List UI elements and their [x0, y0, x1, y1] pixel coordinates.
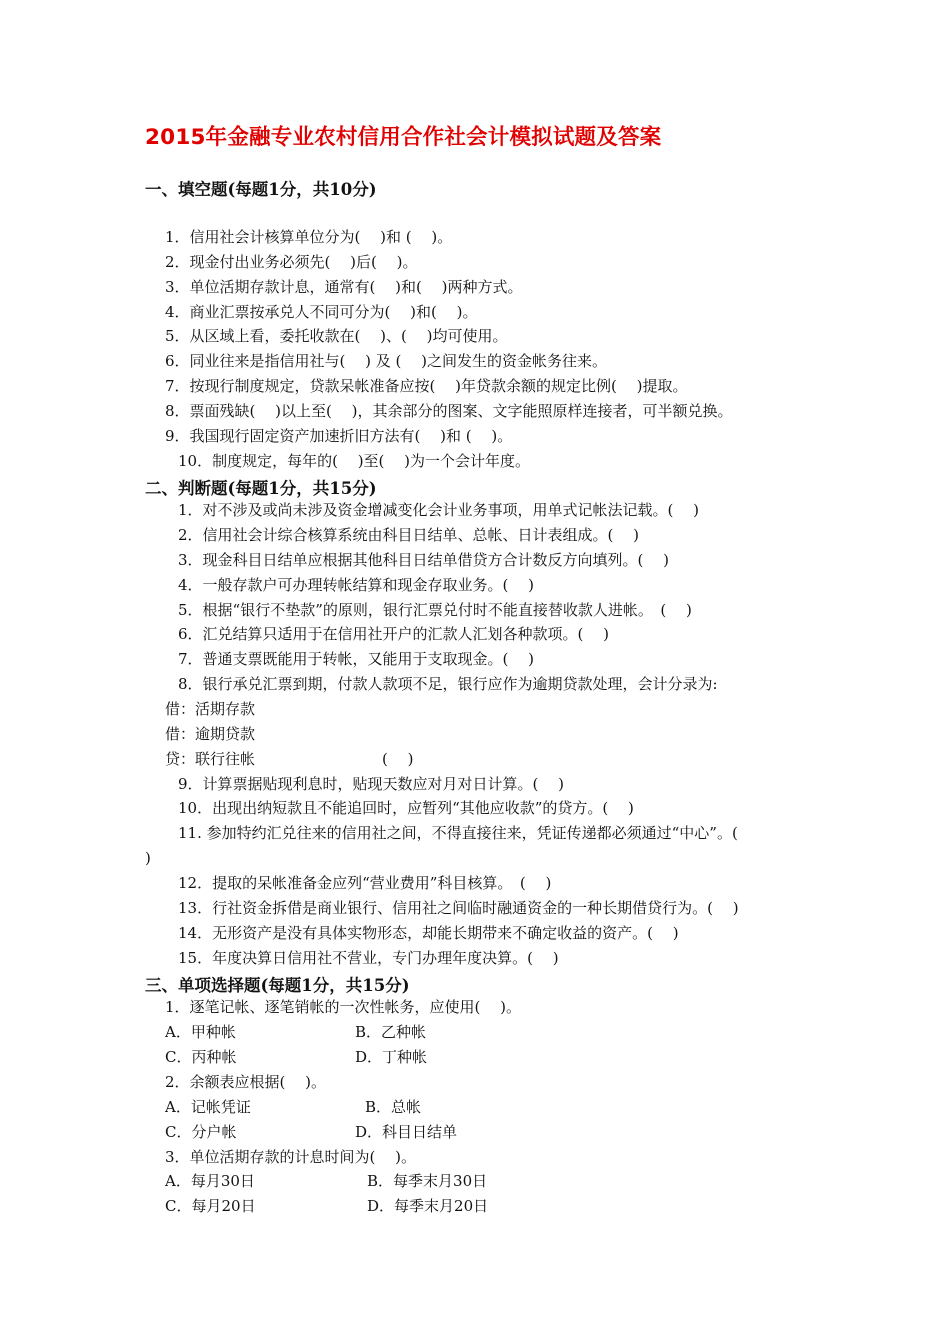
judge-question-2: 2．信用社会计综合核算系统由科目日结单、总帐、日计表组成。( )	[178, 526, 640, 544]
section2-heading: 二、判断题(每题1分，共15分)	[145, 479, 377, 498]
choice-1-option-b: B．乙种帐	[355, 1023, 427, 1041]
judge-question-10: 10．出现出纳短款且不能追回时，应暂列“其他应收款”的贷方。( )	[178, 799, 634, 817]
choice-2-option-d: D．科目日结单	[355, 1123, 458, 1141]
judge-question-11: 11. 参加特约汇兑往来的信用社之间，不得直接往来，凭证传递都必须通过“中心”。(	[178, 824, 738, 842]
choice-3-option-b: B．每季末月30日	[367, 1172, 488, 1190]
judge-question-8: 8．银行承兑汇票到期，付款人款项不足，银行应作为逾期贷款处理，会计分录为:	[178, 675, 718, 693]
fill-question-9: 9．我国现行固定资产加速折旧方法有( )和 ( )。	[165, 427, 513, 445]
judge-question-6: 6．汇兑结算只适用于在信用社开户的汇款人汇划各种款项。( )	[178, 625, 610, 643]
journal-entry-debit-2: 借：逾期贷款	[165, 725, 256, 743]
choice-question-3: 3．单位活期存款的计息时间为( )。	[165, 1148, 417, 1166]
fill-question-6: 6．同业往来是指信用社与( ) 及 ( )之间发生的资金帐务往来。	[165, 352, 608, 370]
choice-2-option-b: B．总帐	[365, 1098, 422, 1116]
section3-heading: 三、单项选择题(每题1分，共15分)	[145, 976, 410, 995]
fill-question-2: 2．现金付出业务必须先( )后( )。	[165, 253, 418, 271]
journal-entry-debit-1: 借：活期存款	[165, 700, 256, 718]
judge-question-9: 9．计算票据贴现利息时，贴现天数应对月对日计算。( )	[178, 775, 565, 793]
judge-question-12: 12．提取的呆帐准备金应列“营业费用”科目核算。 ( )	[178, 874, 552, 892]
choice-1-option-d: D．丁种帐	[355, 1048, 428, 1066]
judge-question-11-wrap: )	[145, 849, 151, 867]
journal-entry-credit: 贷：联行往帐	[165, 750, 256, 768]
choice-2-option-c: C．分户帐	[165, 1123, 237, 1141]
choice-3-option-a: A．每月30日	[165, 1172, 255, 1190]
judge-question-3: 3．现金科目日结单应根据其他科目日结单借贷方合计数反方向填列。( )	[178, 551, 670, 569]
judge-question-14: 14．无形资产是没有具体实物形态，却能长期带来不确定收益的资产。( )	[178, 924, 679, 942]
choice-3-option-c: C．每月20日	[165, 1197, 256, 1215]
judge-question-4: 4．一般存款户可办理转帐结算和现金存取业务。( )	[178, 576, 535, 594]
judge-question-8-answer: ( )	[382, 750, 414, 768]
fill-question-7: 7．按现行制度规定，贷款呆帐准备应按( )年贷款余额的规定比例( )提取。	[165, 377, 688, 395]
fill-question-5: 5．从区域上看，委托收款在( )、( )均可使用。	[165, 327, 508, 345]
choice-2-option-a: A．记帐凭证	[165, 1098, 251, 1116]
fill-question-3: 3．单位活期存款计息，通常有( )和( )两种方式。	[165, 278, 523, 296]
choice-question-1: 1．逐笔记帐、逐笔销帐的一次性帐务，应使用( )。	[165, 998, 522, 1016]
judge-question-5: 5．根据“银行不垫款”的原则，银行汇票兑付时不能直接替收款人进帐。 ( )	[178, 601, 692, 619]
fill-question-10: 10．制度规定，每年的( )至( )为一个会计年度。	[178, 452, 531, 470]
choice-1-option-c: C．丙种帐	[165, 1048, 237, 1066]
document-title: 2015年金融专业农村信用合作社会计模拟试题及答案	[145, 125, 662, 150]
fill-question-8: 8．票面残缺( )以上至( )，其余部分的图案、文字能照原样连接者，可半额兑换。	[165, 402, 733, 420]
fill-question-1: 1．信用社会计核算单位分为( )和 ( )。	[165, 228, 453, 246]
fill-question-4: 4．商业汇票按承兑人不同可分为( )和( )。	[165, 303, 478, 321]
judge-question-1: 1．对不涉及或尚未涉及资金增减变化会计业务事项，用单式记帐法记载。( )	[178, 501, 700, 519]
section1-heading: 一、填空题(每题1分，共10分)	[145, 180, 377, 199]
judge-question-13: 13．行社资金拆借是商业银行、信用社之间临时融通资金的一种长期借贷行为。( )	[178, 899, 739, 917]
choice-question-2: 2．余额表应根据( )。	[165, 1073, 327, 1091]
judge-question-15: 15．年度决算日信用社不营业，专门办理年度决算。( )	[178, 949, 559, 967]
choice-3-option-d: D．每季末月20日	[367, 1197, 489, 1215]
judge-question-7: 7．普通支票既能用于转帐，又能用于支取现金。( )	[178, 650, 535, 668]
choice-1-option-a: A．甲种帐	[165, 1023, 236, 1041]
